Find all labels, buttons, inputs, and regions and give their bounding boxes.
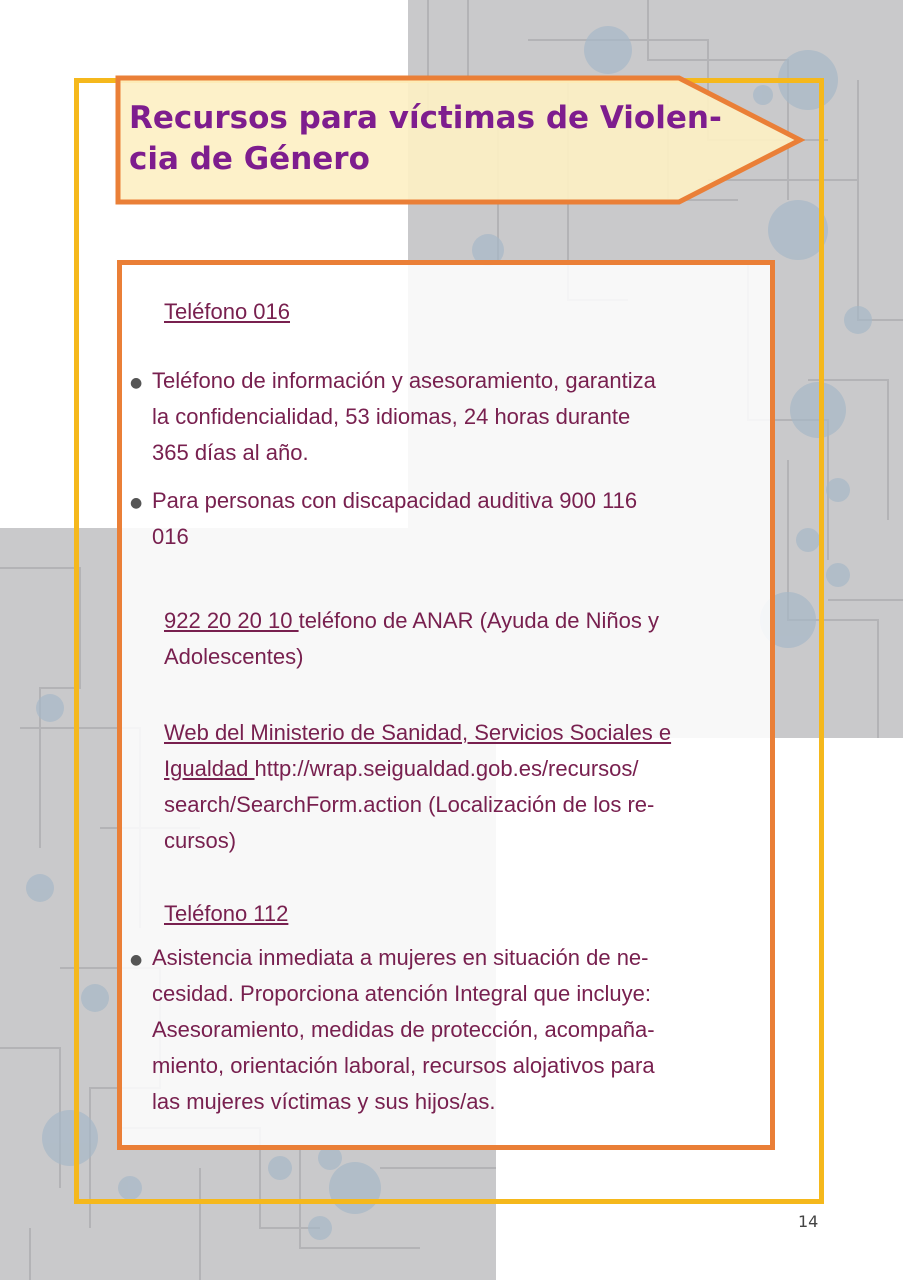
tel112-line3: Asesoramiento, medidas de protección, acompaña- (152, 1017, 655, 1042)
ministerio-web-link-continued[interactable]: Igualdad (164, 756, 255, 781)
tel112-line1: Asistencia inmediata a mujeres en situación de ne- (152, 945, 649, 970)
tel112-line2: cesidad. Proporciona atención Integral que incluye: (152, 981, 651, 1006)
web-url: http://wrap.seigualdad.gob.es/recursos/ (254, 756, 639, 781)
tel112-line5: las mujeres víctimas y sus hijos/as. (152, 1089, 496, 1114)
tel016-bullet2-line1: Para personas con discapacidad auditiva 900 116 (152, 488, 638, 513)
tel016-bullet1-line1: Teléfono de información y asesoramiento, garantiza (152, 368, 656, 393)
web-line2 (164, 751, 639, 787)
web-line4: cursos) (164, 828, 237, 853)
bullet-icon: ● (130, 375, 143, 391)
page-title (129, 98, 729, 180)
telefono-016-heading[interactable]: Teléfono 016 (164, 299, 290, 324)
web-line3: search/SearchForm.action (Localización de los re- (164, 792, 655, 817)
anar-line2: Adolescentes) (164, 644, 304, 669)
title-line-2: cia de Género (129, 141, 370, 177)
tel016-bullet1-line2: la confidencialidad, 53 idiomas, 24 horas durante (152, 404, 631, 429)
anar-description: teléfono de ANAR (Ayuda de Niños y (298, 608, 659, 633)
bullet-icon: ● (130, 952, 143, 968)
tel016-bullet2-line2: 016 (152, 524, 189, 549)
page-number: 14 (798, 1212, 819, 1231)
anar-phone-link[interactable]: 922 20 20 10 (164, 608, 299, 633)
bullet-icon: ● (130, 495, 143, 511)
anar-line1 (164, 603, 659, 639)
tel112-line4: miento, orientación laboral, recursos alojativos para (152, 1053, 655, 1078)
tel016-bullet1-line3: 365 días al año. (152, 440, 309, 465)
telefono-112-heading[interactable]: Teléfono 112 (164, 901, 289, 926)
ministerio-web-link[interactable]: Web del Ministerio de Sanidad, Servicios Sociales e (164, 720, 672, 745)
title-line-1: Recursos para víctimas de Violen- (129, 100, 722, 136)
